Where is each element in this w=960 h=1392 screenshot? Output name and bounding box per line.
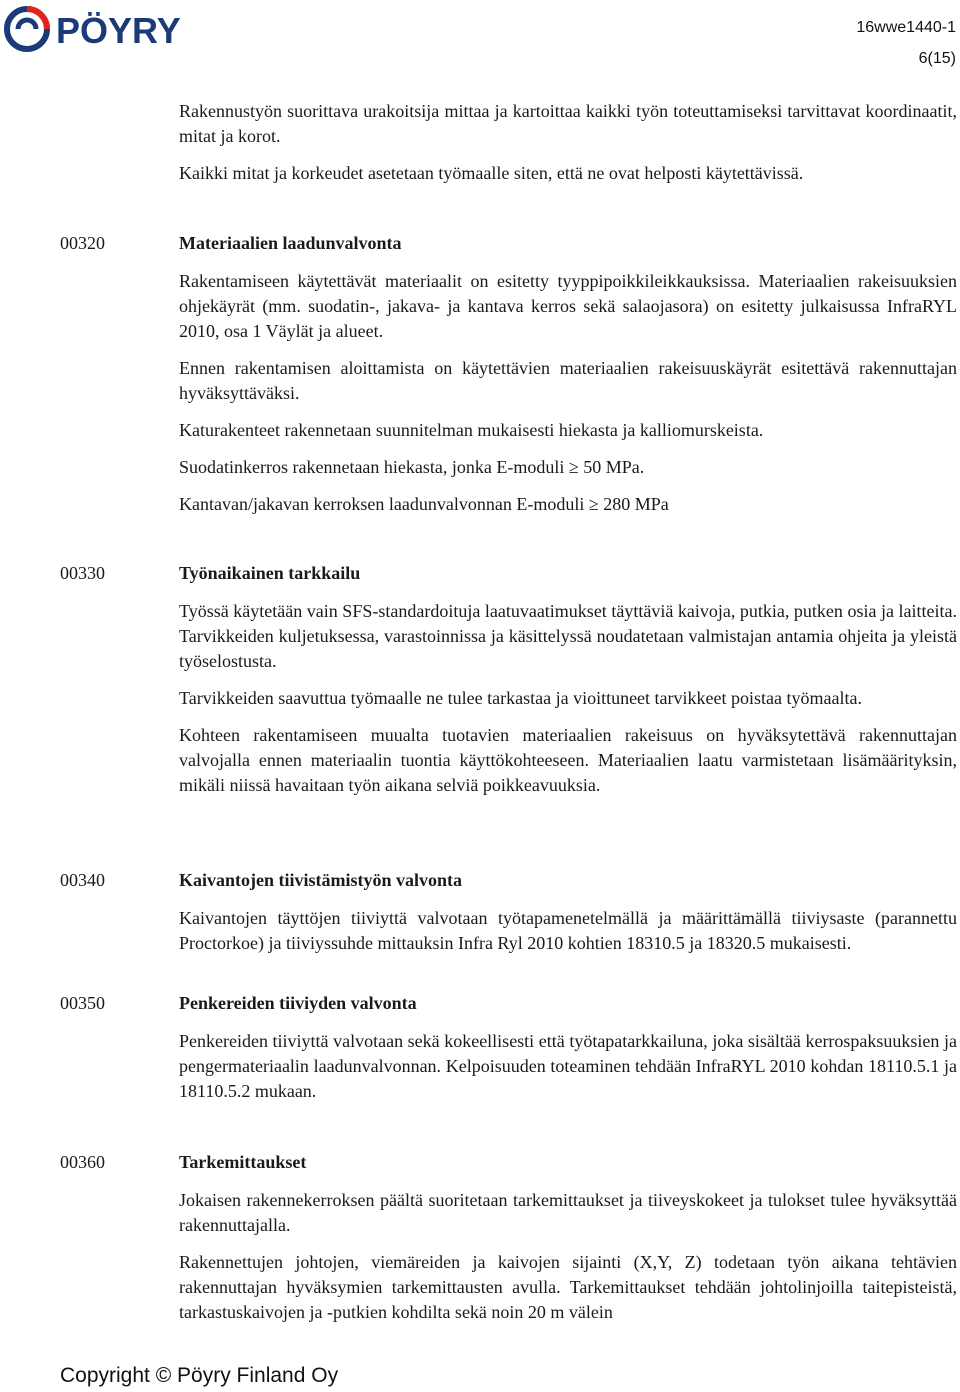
section-title: Materiaalien laadunvalvonta [179, 233, 402, 253]
copyright-footer: Copyright © Pöyry Finland Oy [60, 1364, 339, 1387]
section-title: Työnaikainen tarkkailu [179, 563, 361, 583]
page-header [0, 0, 960, 80]
paragraph: Tarvikkeiden saavuttua työmaalle ne tulee tarkastaa ja vioittuneet tarvikkeet poistaa työmaalta. [179, 688, 862, 708]
section-number: 00340 [60, 870, 105, 890]
paragraph: Kaikki mitat ja korkeudet asetetaan työmaalle siten, että ne ovat helposti käytettävissä. [179, 163, 804, 183]
paragraph: Työssä käytetään vain SFS-standardoituja laatuvaatimukset täyttäviä kaivoja, putkia, putken osia ja laitteita. Tarvikkeiden kuljetuksessa, varastoinnissa ja käsittelyssä noudatetaan valmistajan antamia ohjeita ja yleistä työselostusta. [179, 601, 957, 671]
section-number: 00350 [60, 993, 105, 1013]
paragraph: Rakennettujen johtojen, viemäreiden ja kaivojen sijainti (X,Y, Z) todetaan työn aikana tehtävien rakennuttajan hyväksymien tarkemittausten avulla. Tarkemittaukset tehdään johtolinjoilla taitepisteistä, tarkastuskaivojen ja -putkien kohdilta sekä noin 20 m välein [179, 1252, 957, 1322]
paragraph: Suodatinkerros rakennetaan hiekasta, jonka E-moduli ≥ 50 MPa. [179, 457, 645, 477]
section-number: 00330 [60, 563, 105, 583]
paragraph: Kaivantojen täyttöjen tiiviyttä valvotaan työtapamenetelmällä ja määrittämällä tiiviysaste (parannettu Proctorkoe) ja tiiviyssuhde mittauksin Infra Ryl 2010 kohtien 18310.5 ja 18320.5 mukaisesti. [179, 908, 957, 953]
poyry-logo-icon [4, 6, 244, 52]
section-number: 00360 [60, 1152, 105, 1172]
section-number: 00320 [60, 233, 105, 253]
section-title: Kaivantojen tiivistämistyön valvonta [179, 870, 463, 890]
paragraph: Ennen rakentamisen aloittamista on käytettävien materiaalien rakeisuuskäyrät esitettävä rakennuttajan hyväksyttäväksi. [179, 358, 957, 403]
paragraph: Penkereiden tiiviyttä valvotaan sekä kokeellisesti että työtapatarkkailuna, joka sisältää kerrospaksuuksien ja pengermateriaalin laadunvalvonnan. Kelpoisuuden toteaminen tehdään InfraRYL 2010 kohdan 18110.5.1 ja 18110.5.2 mukaan. [179, 1031, 957, 1101]
paragraph: Katurakenteet rakennetaan suunnitelman mukaisesti hiekasta ja kalliomurskeista. [179, 420, 764, 440]
section-title: Tarkemittaukset [179, 1152, 307, 1172]
section-body [179, 269, 957, 529]
paragraph: Rakennustyön suorittava urakoitsija mittaa ja kartoittaa kaikki työn toteuttamiseksi tarvittavat koordinaatit, mitat ja korot. [179, 101, 957, 146]
section-title: Penkereiden tiiviyden valvonta [179, 993, 417, 1013]
intro-text [179, 99, 957, 198]
document-id: 16wwe1440-1 [856, 19, 956, 36]
paragraph: Kantavan/jakavan kerroksen laadunvalvonnan E-moduli ≥ 280 MPa [179, 494, 669, 514]
paragraph: Rakentamiseen käytettävät materiaalit on esitetty tyyppipoikkileikkauksissa. Materiaalien rakeisuuksien ohjekäyrät (mm. suodatin-, jakava- ja kantava kerros sekä salaojasora) on esitetty julkaisussa InfraRYL 2010, osa 1 Väylät ja alueet. [179, 271, 957, 341]
svg-text:PÖYRY: PÖYRY [56, 10, 181, 51]
paragraph: Kohteen rakentamiseen muualta tuotavien materiaalien rakeisuus on hyväksytettävä rakennuttajan valvojalla ennen materiaalin tuontia käyttökohteeseen. Materiaalien laatu varmistetaan lisämäärityksin, mikäli niissä havaitaan työn aikana selviä poikkeavuuksia. [179, 725, 957, 795]
paragraph: Jokaisen rakennekerroksen päältä suoritetaan tarkemittaukset ja tiiveyskokeet ja tulokset tulee hyväksyttää rakennuttajalla. [179, 1190, 957, 1235]
section-body [179, 599, 957, 810]
poyry-logo [4, 6, 244, 52]
section-body [179, 1029, 957, 1116]
section-body [179, 1188, 957, 1337]
section-body [179, 906, 957, 968]
page-number: 6(15) [918, 50, 956, 67]
